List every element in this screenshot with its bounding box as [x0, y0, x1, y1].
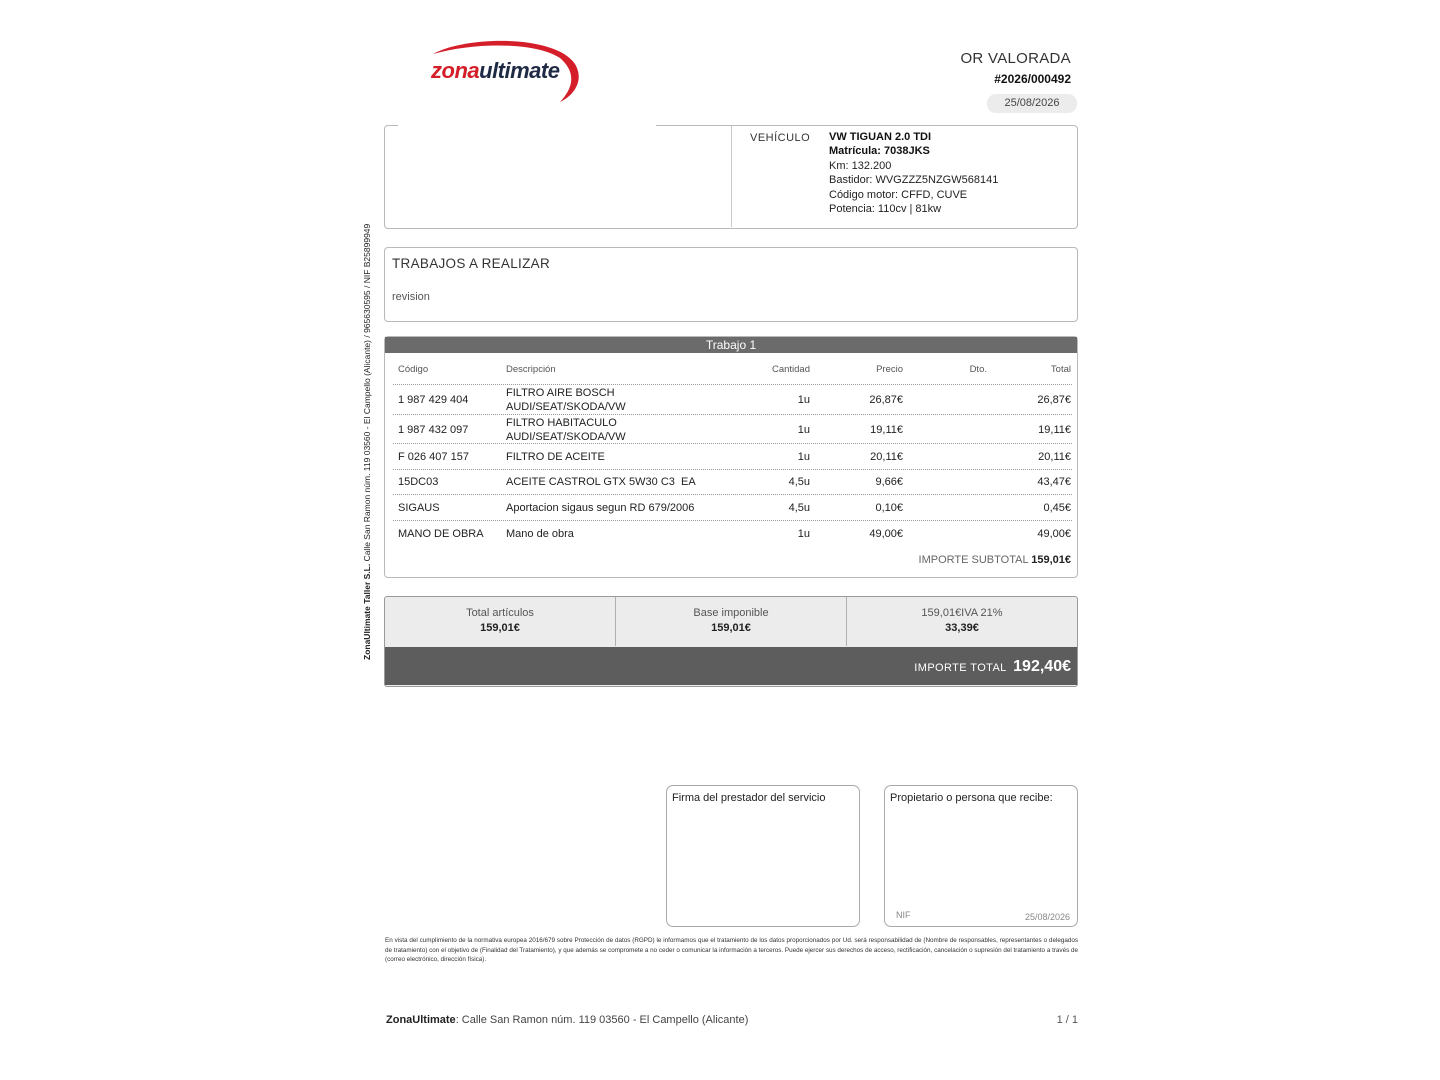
cell-code: 15DC03 [398, 476, 439, 488]
footer-company: ZonaUltimate [386, 1014, 456, 1026]
cell-price: 19,11€ [870, 424, 903, 436]
cell-description-line1: FILTRO HABITACULO [506, 417, 617, 429]
grand-total-value: 192,40€ [1013, 658, 1071, 675]
taxable-base [616, 597, 846, 646]
vat [847, 597, 1077, 646]
company-vertical-info [362, 224, 372, 660]
vehicle-divider [731, 126, 732, 227]
document-date: 25/08/2026 [987, 94, 1077, 113]
cell-total: 49,00€ [1037, 528, 1071, 540]
column-header-discount: Dto. [969, 364, 987, 375]
logo-text-zona: zona [431, 58, 480, 83]
legal-notice: En vista del cumplimiento de la normativa europea 2016/679 sobre Protección de datos (RGPD) le informamos que el tratamiento de los datos proporcionados por Ud. será responsabilidad de (Nombre de responsables, representantes o delegados de tratamiento) con el objetivo de (Finalidad del Tratamiento), y que además se compromete a no ceder o comunicar la información a terceros. Puede ejercer sus derechos de acceso, rectificación, cancelación o supresión del tratamiento a través de (correo electrónico, dirección física). [385, 937, 1078, 963]
cell-price: 0,10€ [875, 502, 903, 514]
provider-signature-box[interactable] [666, 785, 860, 927]
cell-description: FILTRO DE ACEITE [506, 451, 605, 463]
company-details: Calle San Ramon núm. 119 03560 - El Campello (Alicante) / 965630595 / NIF B25899949 [362, 223, 372, 564]
cell-quantity: 4,5u [788, 476, 810, 488]
cell-description-line2: AUDI/SEAT/SKODA/VW [506, 430, 626, 443]
cell-total: 43,47€ [1037, 476, 1071, 488]
vehicle-vin: Bastidor: WVGZZZ5NZGW568141 [829, 174, 999, 187]
vehicle-km: Km: 132.200 [829, 159, 892, 172]
vehicle-power: Potencia: 110cv | 81kw [829, 203, 942, 216]
cell-total: 26,87€ [1037, 394, 1071, 406]
cell-price: 20,11€ [870, 451, 903, 463]
cell-total: 19,11€ [1038, 424, 1071, 436]
cell-code: MANO DE OBRA [398, 528, 484, 540]
cell-quantity: 1u [797, 394, 810, 406]
subtotal-value: 159,01€ [1031, 554, 1071, 566]
provider-signature-label: Firma del prestador del servicio [672, 792, 826, 804]
vat-value: 33,39€ [945, 622, 979, 634]
cell-quantity: 4,5u [788, 502, 810, 514]
cell-description [506, 387, 626, 414]
column-header-code: Código [398, 364, 429, 375]
cell-description-line1: FILTRO AIRE BOSCH [506, 387, 615, 399]
cell-description: ACEITE CASTROL GTX 5W30 C3 EA [506, 476, 696, 488]
cell-price: 49,00€ [869, 528, 903, 540]
total-articles-label: Total artículos [466, 607, 534, 619]
taxable-base-label: Base imponible [693, 607, 769, 619]
footer-address [386, 1014, 748, 1026]
vehicle-details [829, 130, 998, 216]
taxable-base-value: 159,01€ [711, 622, 751, 634]
logo-wordmark [431, 58, 559, 84]
company-name: ZonaUltimate Taller S.L. [362, 563, 372, 660]
cell-code: 1 987 432 097 [398, 424, 469, 436]
row-separator [393, 443, 1072, 444]
cell-code: SIGAUS [398, 502, 440, 514]
owner-signature-box[interactable] [884, 785, 1078, 927]
owner-signature-date: 25/08/2026 [1024, 912, 1070, 922]
nif-label: NIF [896, 910, 911, 920]
company-logo [425, 36, 590, 106]
column-header-description: Descripción [506, 364, 556, 375]
jobs-description: revision [392, 291, 430, 303]
cell-quantity: 1u [797, 451, 810, 463]
vehicle-label: VEHÍCULO [750, 132, 811, 144]
work-table-title: Trabajo 1 [385, 337, 1077, 353]
row-separator [393, 494, 1072, 495]
vat-label: 159,01€IVA 21% [921, 607, 1003, 619]
cell-code: 1 987 429 404 [398, 394, 469, 406]
page-number: 1 / 1 [1056, 1014, 1078, 1026]
subtotal-label: IMPORTE SUBTOTAL [918, 554, 1029, 566]
row-separator [393, 520, 1072, 521]
subtotal [919, 554, 1071, 566]
row-separator [393, 384, 1072, 385]
grand-total-label: IMPORTE TOTAL [914, 662, 1007, 674]
document-type: OR VALORADA [960, 50, 1071, 67]
column-header-quantity: Cantidad [771, 364, 810, 375]
owner-signature-label: Propietario o persona que recibe: [890, 792, 1053, 804]
column-header-total: Total [1050, 364, 1071, 375]
cell-code: F 026 407 157 [398, 451, 469, 463]
cell-description: Aportacion sigaus segun RD 679/2006 [506, 502, 695, 514]
cell-quantity: 1u [797, 424, 810, 436]
cell-total: 0,45€ [1043, 502, 1071, 514]
document-number: #2026/000492 [994, 72, 1071, 86]
vehicle-plate: Matrícula: 7038JKS [829, 145, 930, 158]
cell-price: 26,87€ [869, 394, 903, 406]
cell-description: Mano de obra [506, 528, 574, 540]
jobs-title: TRABAJOS A REALIZAR [392, 256, 550, 271]
cell-description-line2: AUDI/SEAT/SKODA/VW [506, 400, 626, 413]
logo-text-ultimate: ultimate [479, 58, 560, 83]
total-articles-value: 159,01€ [480, 622, 520, 634]
vehicle-engine: Código motor: CFFD, CUVE [829, 188, 968, 201]
cell-price: 9,66€ [875, 476, 903, 488]
footer-address-text: : Calle San Ramon núm. 119 03560 - El Campello (Alicante) [455, 1014, 749, 1026]
total-articles [385, 597, 615, 646]
row-separator [393, 469, 1072, 470]
grand-total [914, 658, 1071, 676]
cell-total: 20,11€ [1038, 451, 1071, 463]
column-header-price: Precio [876, 364, 903, 375]
cell-description [506, 417, 626, 444]
row-separator [393, 414, 1072, 415]
cell-quantity: 1u [797, 528, 810, 540]
vehicle-box-gap [398, 124, 656, 127]
vehicle-model: VW TIGUAN 2.0 TDI [829, 131, 932, 143]
